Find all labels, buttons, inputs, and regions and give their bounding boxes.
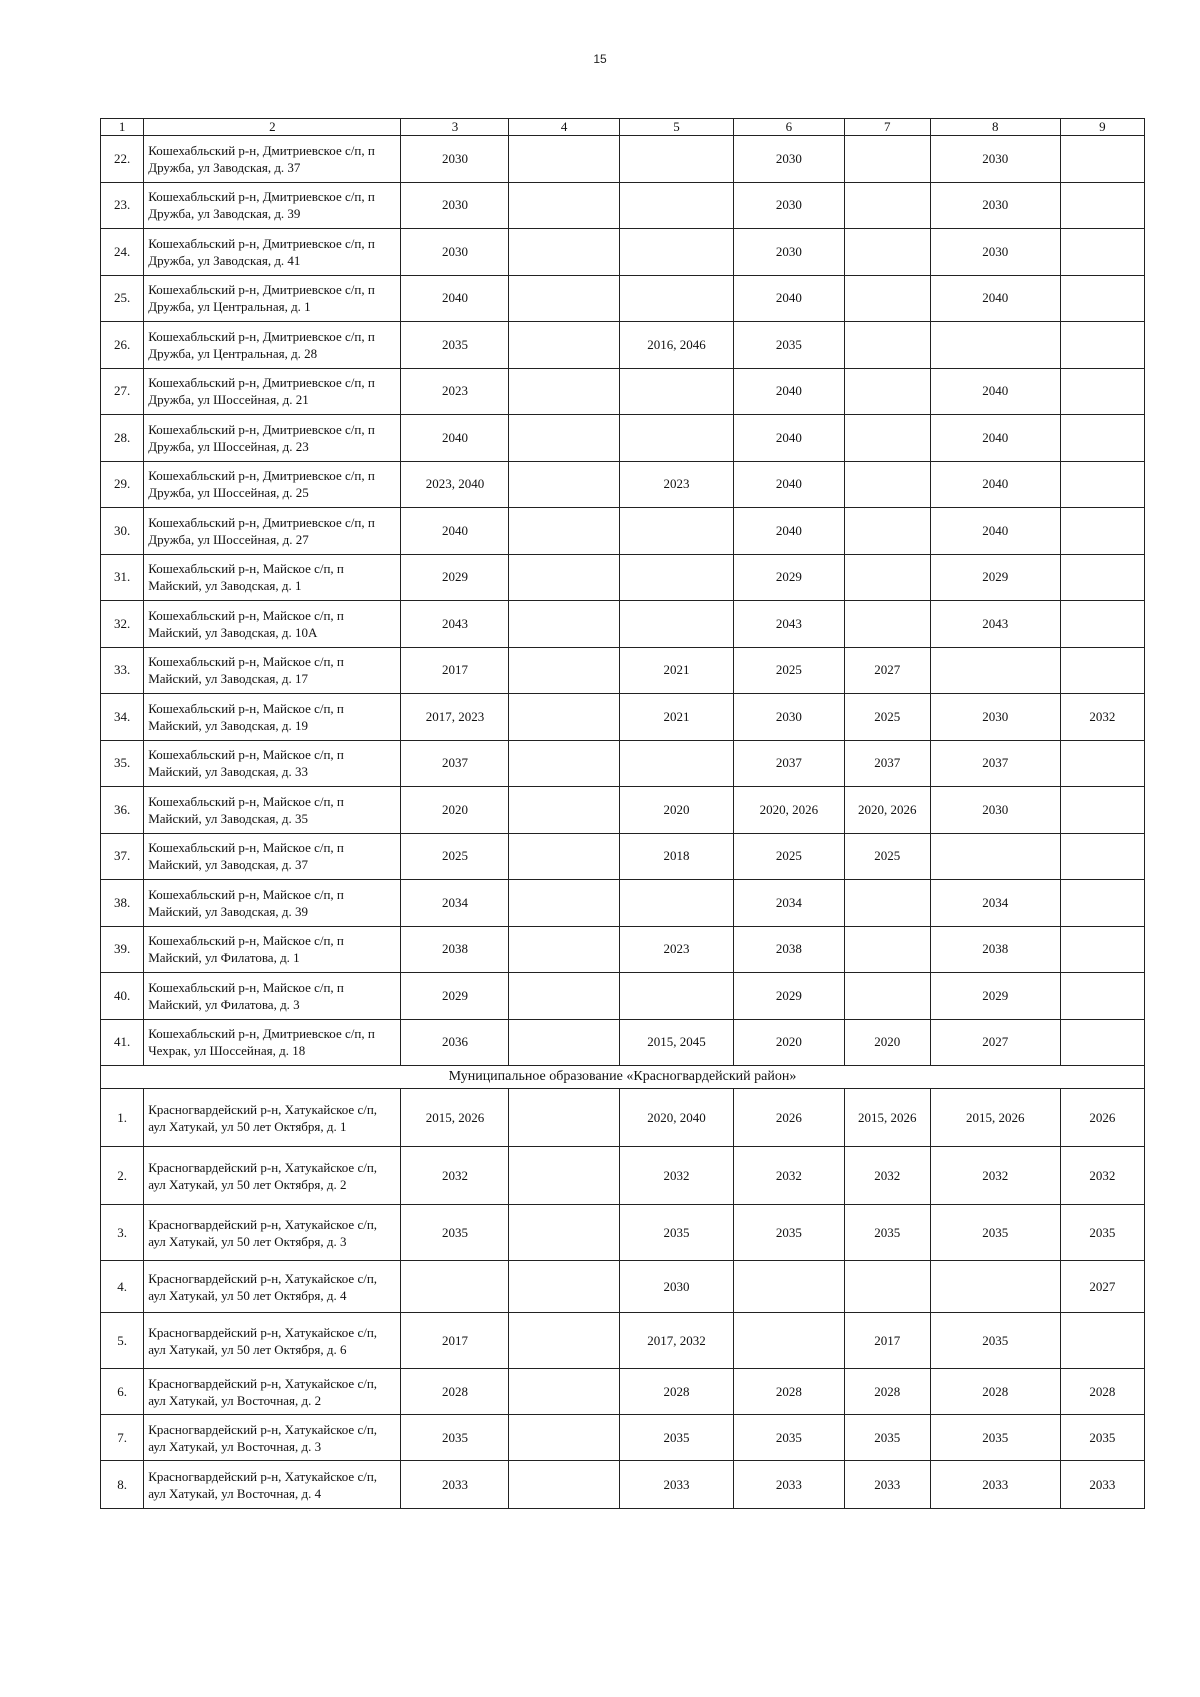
year-cell-col5: 2023 [619,926,734,973]
table-row [101,1461,1145,1509]
year-cell-col4 [509,694,619,741]
column-header: 8 [930,119,1060,136]
year-cell-col5: 2021 [619,694,734,741]
address-cell: Кошехабльский р-н, Дмитриевское с/п, п Дружба, ул Заводская, д. 41 [144,229,401,276]
year-cell-col9 [1060,601,1144,648]
year-cell-col5 [619,368,734,415]
year-cell-col8 [930,322,1060,369]
year-cell-col4 [509,973,619,1020]
year-cell-col6: 2035 [734,1415,844,1461]
year-cell-col6: 2029 [734,554,844,601]
year-cell-col6: 2034 [734,880,844,927]
year-cell-col5 [619,880,734,927]
year-cell-col7 [844,1261,930,1313]
year-cell-col7 [844,415,930,462]
row-number: 5. [101,1313,144,1369]
year-cell-col5: 2033 [619,1461,734,1509]
table-row [101,229,1145,276]
year-cell-col7: 2032 [844,1147,930,1205]
address-cell: Красногвардейский р-н, Хатукайское с/п, аул Хатукай, ул Восточная, д. 3 [144,1415,401,1461]
row-number: 35. [101,740,144,787]
year-cell-col5: 2021 [619,647,734,694]
year-cell-col5 [619,136,734,183]
year-cell-col3: 2040 [401,508,509,555]
year-cell-col6: 2038 [734,926,844,973]
year-cell-col7 [844,508,930,555]
year-cell-col3: 2034 [401,880,509,927]
year-cell-col9: 2027 [1060,1261,1144,1313]
year-cell-col7: 2020 [844,1019,930,1066]
year-cell-col3: 2038 [401,926,509,973]
year-cell-col9 [1060,136,1144,183]
column-header: 6 [734,119,844,136]
year-cell-col4 [509,415,619,462]
year-cell-col8: 2032 [930,1147,1060,1205]
year-cell-col5: 2016, 2046 [619,322,734,369]
row-number: 40. [101,973,144,1020]
address-cell: Кошехабльский р-н, Дмитриевское с/п, п Дружба, ул Центральная, д. 28 [144,322,401,369]
row-number: 30. [101,508,144,555]
table-row [101,973,1145,1020]
year-cell-col9 [1060,368,1144,415]
page-number: 15 [593,52,607,66]
table-row [101,554,1145,601]
address-cell: Кошехабльский р-н, Майское с/п, п Майский, ул Заводская, д. 17 [144,647,401,694]
address-cell: Красногвардейский р-н, Хатукайское с/п, аул Хатукай, ул 50 лет Октября, д. 3 [144,1205,401,1261]
table-row [101,368,1145,415]
table-row [101,833,1145,880]
year-cell-col3: 2017, 2023 [401,694,509,741]
year-cell-col8 [930,647,1060,694]
year-cell-col3: 2037 [401,740,509,787]
table-row [101,1019,1145,1066]
year-cell-col5: 2020, 2040 [619,1089,734,1147]
column-header: 1 [101,119,144,136]
year-cell-col4 [509,740,619,787]
year-cell-col4 [509,275,619,322]
year-cell-col8: 2030 [930,182,1060,229]
address-cell: Кошехабльский р-н, Майское с/п, п Майский, ул Заводская, д. 37 [144,833,401,880]
year-cell-col6: 2040 [734,275,844,322]
address-cell: Кошехабльский р-н, Майское с/п, п Майский, ул Филатова, д. 3 [144,973,401,1020]
column-header: 4 [509,119,619,136]
row-number: 23. [101,182,144,229]
year-cell-col5 [619,740,734,787]
table-row [101,1415,1145,1461]
row-number: 3. [101,1205,144,1261]
year-cell-col3: 2028 [401,1369,509,1415]
address-cell: Кошехабльский р-н, Майское с/п, п Майский, ул Заводская, д. 39 [144,880,401,927]
year-cell-col6: 2035 [734,322,844,369]
year-cell-col5: 2030 [619,1261,734,1313]
year-cell-col6: 2043 [734,601,844,648]
year-cell-col8: 2030 [930,136,1060,183]
year-cell-col9 [1060,554,1144,601]
address-cell: Красногвардейский р-н, Хатукайское с/п, аул Хатукай, ул 50 лет Октября, д. 4 [144,1261,401,1313]
year-cell-col7: 2037 [844,740,930,787]
year-cell-col4 [509,1261,619,1313]
year-cell-col8: 2035 [930,1205,1060,1261]
row-number: 25. [101,275,144,322]
year-cell-col9: 2026 [1060,1089,1144,1147]
year-cell-col7 [844,182,930,229]
year-cell-col8: 2035 [930,1415,1060,1461]
year-cell-col9: 2035 [1060,1415,1144,1461]
schedule-table [100,118,1145,1509]
table-row [101,182,1145,229]
row-number: 33. [101,647,144,694]
table-row [101,1313,1145,1369]
year-cell-col4 [509,647,619,694]
year-cell-col7: 2028 [844,1369,930,1415]
year-cell-col9 [1060,787,1144,834]
year-cell-col6: 2028 [734,1369,844,1415]
year-cell-col4 [509,1205,619,1261]
row-number: 32. [101,601,144,648]
year-cell-col3: 2040 [401,415,509,462]
year-cell-col6: 2030 [734,182,844,229]
year-cell-col8: 2029 [930,973,1060,1020]
year-cell-col8: 2030 [930,787,1060,834]
row-number: 6. [101,1369,144,1415]
year-cell-col9 [1060,182,1144,229]
table-row [101,647,1145,694]
year-cell-col5: 2017, 2032 [619,1313,734,1369]
year-cell-col9 [1060,926,1144,973]
year-cell-col6: 2040 [734,415,844,462]
year-cell-col6 [734,1261,844,1313]
year-cell-col6: 2037 [734,740,844,787]
year-cell-col7: 2035 [844,1415,930,1461]
year-cell-col3: 2033 [401,1461,509,1509]
address-cell: Красногвардейский р-н, Хатукайское с/п, аул Хатукай, ул Восточная, д. 4 [144,1461,401,1509]
year-cell-col7: 2020, 2026 [844,787,930,834]
year-cell-col9 [1060,973,1144,1020]
year-cell-col5: 2015, 2045 [619,1019,734,1066]
year-cell-col4 [509,182,619,229]
year-cell-col8 [930,833,1060,880]
column-header: 3 [401,119,509,136]
year-cell-col8: 2040 [930,368,1060,415]
table-row [101,508,1145,555]
year-cell-col8: 2033 [930,1461,1060,1509]
year-cell-col5 [619,229,734,276]
year-cell-col3: 2020 [401,787,509,834]
year-cell-col5: 2020 [619,787,734,834]
year-cell-col7: 2033 [844,1461,930,1509]
year-cell-col4 [509,1147,619,1205]
year-cell-col3: 2032 [401,1147,509,1205]
year-cell-col9 [1060,833,1144,880]
row-number: 28. [101,415,144,462]
year-cell-col7 [844,229,930,276]
address-cell: Кошехабльский р-н, Майское с/п, п Майский, ул Заводская, д. 35 [144,787,401,834]
year-cell-col6: 2026 [734,1089,844,1147]
table-row [101,461,1145,508]
year-cell-col7: 2015, 2026 [844,1089,930,1147]
address-cell: Красногвардейский р-н, Хатукайское с/п, аул Хатукай, ул 50 лет Октября, д. 1 [144,1089,401,1147]
year-cell-col5 [619,182,734,229]
year-cell-col7 [844,275,930,322]
row-number: 27. [101,368,144,415]
year-cell-col8: 2043 [930,601,1060,648]
year-cell-col9 [1060,740,1144,787]
year-cell-col8: 2029 [930,554,1060,601]
address-cell: Кошехабльский р-н, Майское с/п, п Майский, ул Филатова, д. 1 [144,926,401,973]
row-number: 22. [101,136,144,183]
row-number: 29. [101,461,144,508]
row-number: 38. [101,880,144,927]
row-number: 31. [101,554,144,601]
year-cell-col8: 2037 [930,740,1060,787]
year-cell-col8: 2027 [930,1019,1060,1066]
year-cell-col9 [1060,647,1144,694]
year-cell-col8: 2040 [930,415,1060,462]
address-cell: Кошехабльский р-н, Майское с/п, п Майский, ул Заводская, д. 10А [144,601,401,648]
year-cell-col8: 2040 [930,275,1060,322]
year-cell-col7: 2035 [844,1205,930,1261]
year-cell-col4 [509,1089,619,1147]
year-cell-col8: 2028 [930,1369,1060,1415]
year-cell-col4 [509,880,619,927]
table-row [101,880,1145,927]
year-cell-col6: 2030 [734,229,844,276]
year-cell-col6: 2025 [734,833,844,880]
row-number: 39. [101,926,144,973]
table-row [101,1261,1145,1313]
year-cell-col7: 2017 [844,1313,930,1369]
table-row [101,1089,1145,1147]
year-cell-col6: 2029 [734,973,844,1020]
address-cell: Кошехабльский р-н, Дмитриевское с/п, п Дружба, ул Шоссейная, д. 23 [144,415,401,462]
row-number: 41. [101,1019,144,1066]
year-cell-col5 [619,415,734,462]
year-cell-col7 [844,926,930,973]
year-cell-col3: 2030 [401,182,509,229]
year-cell-col9: 2035 [1060,1205,1144,1261]
year-cell-col3 [401,1261,509,1313]
table-row [101,740,1145,787]
row-number: 26. [101,322,144,369]
year-cell-col5 [619,508,734,555]
year-cell-col8: 2040 [930,461,1060,508]
year-cell-col6: 2030 [734,694,844,741]
year-cell-col8: 2035 [930,1313,1060,1369]
year-cell-col4 [509,508,619,555]
year-cell-col9 [1060,322,1144,369]
year-cell-col5: 2035 [619,1205,734,1261]
year-cell-col9: 2032 [1060,1147,1144,1205]
year-cell-col3: 2035 [401,1415,509,1461]
year-cell-col3: 2023, 2040 [401,461,509,508]
year-cell-col4 [509,1313,619,1369]
year-cell-col8: 2040 [930,508,1060,555]
year-cell-col9 [1060,275,1144,322]
year-cell-col7 [844,461,930,508]
year-cell-col4 [509,1461,619,1509]
year-cell-col7 [844,322,930,369]
address-cell: Кошехабльский р-н, Дмитриевское с/п, п Дружба, ул Шоссейная, д. 25 [144,461,401,508]
column-header: 2 [144,119,401,136]
year-cell-col9 [1060,880,1144,927]
year-cell-col9 [1060,229,1144,276]
year-cell-col5 [619,973,734,1020]
column-number-row [101,119,1145,136]
year-cell-col9 [1060,415,1144,462]
year-cell-col7: 2027 [844,647,930,694]
year-cell-col6: 2040 [734,461,844,508]
year-cell-col4 [509,229,619,276]
table-row [101,926,1145,973]
year-cell-col8: 2030 [930,229,1060,276]
column-header: 7 [844,119,930,136]
year-cell-col7 [844,973,930,1020]
year-cell-col6 [734,1313,844,1369]
year-cell-col4 [509,461,619,508]
year-cell-col4 [509,368,619,415]
row-number: 8. [101,1461,144,1509]
section-header-row [101,1066,1145,1089]
address-cell: Кошехабльский р-н, Дмитриевское с/п, п Дружба, ул Центральная, д. 1 [144,275,401,322]
year-cell-col3: 2035 [401,322,509,369]
year-cell-col5 [619,601,734,648]
column-header: 5 [619,119,734,136]
year-cell-col8: 2038 [930,926,1060,973]
address-cell: Кошехабльский р-н, Дмитриевское с/п, п Дружба, ул Заводская, д. 37 [144,136,401,183]
year-cell-col6: 2035 [734,1205,844,1261]
row-number: 36. [101,787,144,834]
year-cell-col9: 2028 [1060,1369,1144,1415]
year-cell-col4 [509,1415,619,1461]
year-cell-col3: 2030 [401,229,509,276]
table-row [101,787,1145,834]
table-row [101,694,1145,741]
year-cell-col4 [509,136,619,183]
year-cell-col3: 2017 [401,1313,509,1369]
row-number: 34. [101,694,144,741]
year-cell-col6: 2032 [734,1147,844,1205]
table-row [101,136,1145,183]
year-cell-col4 [509,1019,619,1066]
year-cell-col4 [509,322,619,369]
year-cell-col9: 2032 [1060,694,1144,741]
table-row [101,275,1145,322]
year-cell-col6: 2025 [734,647,844,694]
address-cell: Кошехабльский р-н, Дмитриевское с/п, п Чехрак, ул Шоссейная, д. 18 [144,1019,401,1066]
year-cell-col7 [844,368,930,415]
year-cell-col4 [509,833,619,880]
year-cell-col8: 2015, 2026 [930,1089,1060,1147]
column-header: 9 [1060,119,1144,136]
table-row [101,1147,1145,1205]
year-cell-col3: 2023 [401,368,509,415]
year-cell-col9 [1060,461,1144,508]
year-cell-col9 [1060,1019,1144,1066]
year-cell-col3: 2017 [401,647,509,694]
year-cell-col6: 2020 [734,1019,844,1066]
year-cell-col5 [619,275,734,322]
address-cell: Кошехабльский р-н, Дмитриевское с/п, п Дружба, ул Шоссейная, д. 21 [144,368,401,415]
address-cell: Кошехабльский р-н, Майское с/п, п Майский, ул Заводская, д. 19 [144,694,401,741]
year-cell-col6: 2033 [734,1461,844,1509]
table-row [101,322,1145,369]
row-number: 24. [101,229,144,276]
row-number: 1. [101,1089,144,1147]
year-cell-col3: 2035 [401,1205,509,1261]
year-cell-col6: 2040 [734,368,844,415]
year-cell-col3: 2043 [401,601,509,648]
year-cell-col5: 2035 [619,1415,734,1461]
year-cell-col9 [1060,1313,1144,1369]
year-cell-col3: 2029 [401,554,509,601]
year-cell-col6: 2020, 2026 [734,787,844,834]
year-cell-col5: 2023 [619,461,734,508]
year-cell-col6: 2040 [734,508,844,555]
row-number: 4. [101,1261,144,1313]
year-cell-col8: 2034 [930,880,1060,927]
year-cell-col8 [930,1261,1060,1313]
table-row [101,601,1145,648]
year-cell-col4 [509,1369,619,1415]
address-cell: Кошехабльский р-н, Майское с/п, п Майский, ул Заводская, д. 33 [144,740,401,787]
year-cell-col9 [1060,508,1144,555]
table-row [101,1205,1145,1261]
year-cell-col3: 2040 [401,275,509,322]
address-cell: Красногвардейский р-н, Хатукайское с/п, аул Хатукай, ул 50 лет Октября, д. 2 [144,1147,401,1205]
year-cell-col5: 2032 [619,1147,734,1205]
year-cell-col6: 2030 [734,136,844,183]
row-number: 37. [101,833,144,880]
row-number: 7. [101,1415,144,1461]
section-title: Муниципальное образование «Красногвардейский район» [101,1066,1145,1089]
year-cell-col5: 2028 [619,1369,734,1415]
address-cell: Кошехабльский р-н, Майское с/п, п Майский, ул Заводская, д. 1 [144,554,401,601]
year-cell-col8: 2030 [930,694,1060,741]
address-cell: Красногвардейский р-н, Хатукайское с/п, аул Хатукай, ул 50 лет Октября, д. 6 [144,1313,401,1369]
year-cell-col4 [509,554,619,601]
row-number: 2. [101,1147,144,1205]
year-cell-col3: 2025 [401,833,509,880]
year-cell-col7: 2025 [844,694,930,741]
address-cell: Кошехабльский р-н, Дмитриевское с/п, п Дружба, ул Заводская, д. 39 [144,182,401,229]
year-cell-col7: 2025 [844,833,930,880]
table-row [101,415,1145,462]
year-cell-col7 [844,601,930,648]
year-cell-col7 [844,880,930,927]
address-cell: Красногвардейский р-н, Хатукайское с/п, аул Хатукай, ул Восточная, д. 2 [144,1369,401,1415]
year-cell-col3: 2036 [401,1019,509,1066]
address-cell: Кошехабльский р-н, Дмитриевское с/п, п Дружба, ул Шоссейная, д. 27 [144,508,401,555]
year-cell-col4 [509,926,619,973]
year-cell-col5 [619,554,734,601]
year-cell-col4 [509,787,619,834]
year-cell-col9: 2033 [1060,1461,1144,1509]
year-cell-col3: 2015, 2026 [401,1089,509,1147]
year-cell-col3: 2029 [401,973,509,1020]
year-cell-col5: 2018 [619,833,734,880]
year-cell-col7 [844,554,930,601]
table-row [101,1369,1145,1415]
year-cell-col7 [844,136,930,183]
year-cell-col3: 2030 [401,136,509,183]
year-cell-col4 [509,601,619,648]
